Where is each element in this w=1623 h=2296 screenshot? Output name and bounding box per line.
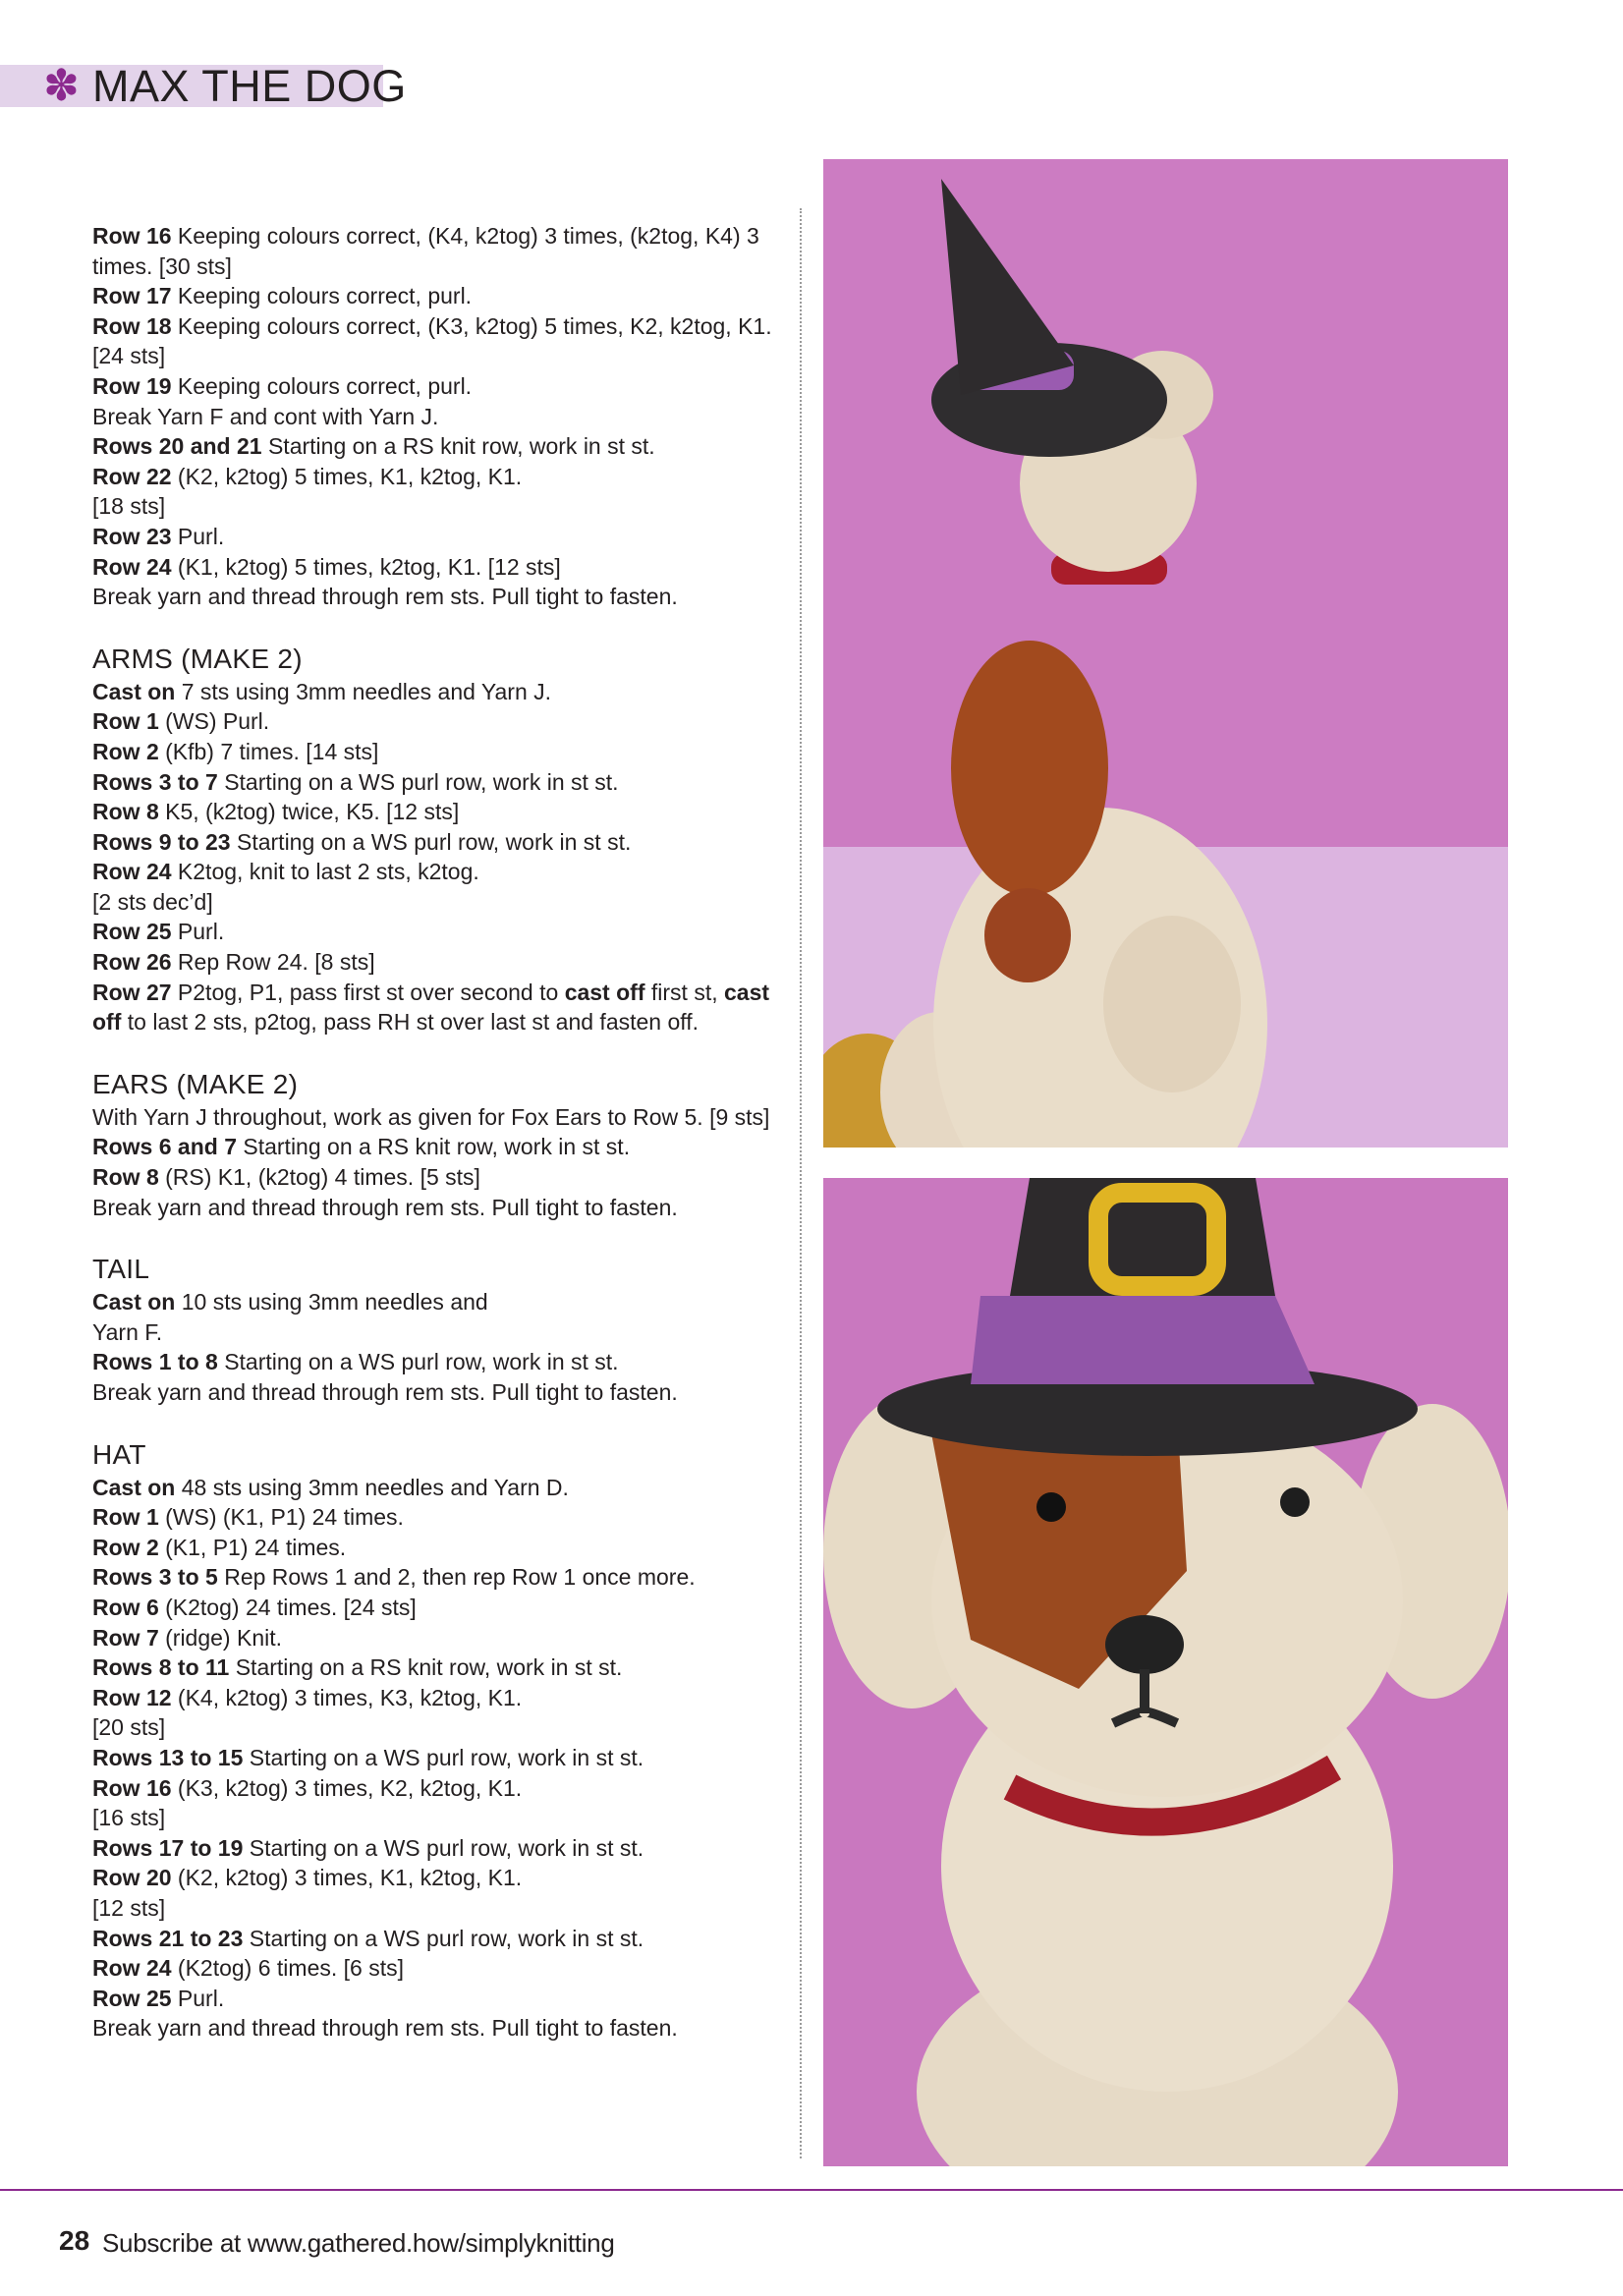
pattern-line bbox=[92, 1743, 780, 1773]
pattern-line bbox=[92, 1984, 780, 2014]
row-instruction: Purl. bbox=[171, 523, 225, 549]
row-label: Row 2 bbox=[92, 738, 159, 764]
row-instruction: Break yarn and thread through rem sts. Pull tight to fasten. bbox=[92, 2015, 678, 2042]
row-label: Row 24 bbox=[92, 859, 172, 885]
row-instruction: Rep Rows 1 and 2, then rep Row 1 once more. bbox=[217, 1564, 696, 1591]
row-instruction: (WS) (K1, P1) 24 times. bbox=[158, 1504, 404, 1531]
row-instruction: (K2, k2tog) 5 times, K1, k2tog, K1. bbox=[171, 463, 523, 489]
flower-icon: ✽ bbox=[43, 61, 80, 111]
pattern-line bbox=[92, 431, 780, 462]
pattern-line bbox=[92, 1593, 780, 1623]
pattern-line bbox=[92, 706, 780, 737]
column-divider bbox=[800, 208, 802, 2158]
pattern-line bbox=[92, 857, 780, 887]
row-instruction: (K2tog) 6 times. [6 sts] bbox=[171, 1955, 404, 1982]
row-instruction: (K1, k2tog) 5 times, k2tog, K1. [12 sts] bbox=[171, 553, 561, 580]
page-title: MAX THE DOG bbox=[92, 61, 407, 111]
pattern-line bbox=[92, 1132, 780, 1162]
pattern-line bbox=[92, 767, 780, 798]
pattern-line bbox=[92, 797, 780, 827]
arms-section bbox=[92, 677, 780, 978]
row-instruction: (ridge) Knit. bbox=[158, 1624, 282, 1651]
row-instruction: (K1, P1) 24 times. bbox=[158, 1534, 347, 1560]
pattern-line bbox=[92, 522, 780, 552]
row-instruction: (K2tog) 24 times. [24 sts] bbox=[158, 1594, 417, 1620]
row-label: Rows 9 to 23 bbox=[92, 828, 231, 855]
row-label: Row 1 bbox=[92, 1504, 159, 1531]
pattern-line bbox=[92, 1502, 780, 1533]
row-instruction: K5, (k2tog) twice, K5. [12 sts] bbox=[158, 799, 460, 825]
row-label: Rows 3 to 7 bbox=[92, 768, 218, 795]
row-label: Row 12 bbox=[92, 1684, 172, 1710]
row-label: Row 16 bbox=[92, 223, 172, 249]
pattern-line bbox=[92, 2013, 780, 2044]
row-instruction: Starting on a WS purl row, work in st st. bbox=[243, 1744, 644, 1770]
subscribe-link[interactable]: Subscribe at www.gathered.how/simplyknitting bbox=[102, 2228, 615, 2258]
pattern-line bbox=[92, 1773, 780, 1804]
row-instruction: Keeping colours correct, purl. bbox=[171, 283, 473, 309]
pattern-line bbox=[92, 1162, 780, 1193]
pattern-line bbox=[92, 1893, 780, 1924]
row-instruction: Keeping colours correct, purl. bbox=[171, 372, 473, 399]
pattern-line bbox=[92, 491, 780, 522]
row-instruction: Starting on a RS knit row, work in st st. bbox=[229, 1654, 623, 1681]
row-label: Row 16 bbox=[92, 1774, 172, 1801]
pattern-line bbox=[92, 947, 780, 978]
row-label: Row 1 bbox=[92, 708, 159, 735]
row-instruction: Break yarn and thread through rem sts. Pull tight to fasten. bbox=[92, 1379, 678, 1405]
pattern-line bbox=[92, 311, 780, 371]
row-label: Row 24 bbox=[92, 1955, 172, 1982]
row-instruction: (Kfb) 7 times. [14 sts] bbox=[158, 738, 379, 764]
row-instruction: Keeping colours correct, (K4, k2tog) 3 times, (k2tog, K4) 3 times. [30 sts] bbox=[92, 223, 759, 279]
pattern-line bbox=[92, 582, 780, 612]
row-instruction: 7 sts using 3mm needles and Yarn J. bbox=[175, 678, 552, 704]
ears-heading: EARS (MAKE 2) bbox=[92, 1068, 299, 1099]
pattern-line bbox=[92, 1102, 780, 1133]
row-instruction: Starting on a WS purl row, work in st st. bbox=[217, 768, 619, 795]
pattern-line bbox=[92, 827, 780, 858]
row-label: Row 22 bbox=[92, 463, 172, 489]
pattern-line bbox=[92, 1377, 780, 1408]
pattern-line bbox=[92, 1863, 780, 1893]
pattern-line bbox=[92, 1317, 780, 1348]
pattern-line bbox=[92, 221, 780, 281]
row-instruction: 48 sts using 3mm needles and Yarn D. bbox=[175, 1474, 569, 1500]
pattern-line bbox=[92, 887, 780, 918]
row-label: Row 6 bbox=[92, 1594, 159, 1620]
row-instruction: (WS) Purl. bbox=[158, 708, 270, 735]
row-instruction: Starting on a RS knit row, work in st st. bbox=[236, 1134, 631, 1160]
row-instruction: Rep Row 24. [8 sts] bbox=[171, 949, 375, 976]
arms-row-27: Row 27 P2tog, P1, pass first st over second to cast off first st, cast off to last 2 sts, p2tog, pass RH st over last st and fasten off. bbox=[92, 979, 770, 1036]
pattern-line bbox=[92, 402, 780, 432]
row-instruction: [18 sts] bbox=[92, 493, 166, 520]
row-label: Rows 17 to 19 bbox=[92, 1834, 244, 1861]
row-label: Cast on bbox=[92, 1289, 176, 1316]
pattern-line bbox=[92, 1347, 780, 1377]
row-label: Cast on bbox=[92, 1474, 176, 1500]
row-instruction: Starting on a WS purl row, work in st st. bbox=[243, 1925, 644, 1951]
pattern-line bbox=[92, 1683, 780, 1713]
row-instruction: Break Yarn F and cont with Yarn J. bbox=[92, 403, 439, 429]
row-instruction: [16 sts] bbox=[92, 1805, 166, 1831]
row-instruction: [20 sts] bbox=[92, 1714, 166, 1741]
row-instruction: [2 sts dec’d] bbox=[92, 888, 213, 915]
row-label: Row 20 bbox=[92, 1865, 172, 1891]
footer-rule bbox=[0, 2189, 1623, 2191]
pattern-line bbox=[92, 462, 780, 492]
ears-section bbox=[92, 1102, 780, 1222]
pattern-line bbox=[92, 1533, 780, 1563]
pattern-line bbox=[92, 1712, 780, 1743]
row-label: Row 23 bbox=[92, 523, 172, 549]
pattern-line bbox=[92, 1473, 780, 1503]
pattern-line bbox=[92, 1287, 780, 1317]
row-instruction: Break yarn and thread through rem sts. Pull tight to fasten. bbox=[92, 584, 678, 610]
row-instruction: Keeping colours correct, (K3, k2tog) 5 times, K2, k2tog, K1. [24 sts] bbox=[92, 312, 772, 369]
pattern-line bbox=[92, 1652, 780, 1683]
row-instruction: (K3, k2tog) 3 times, K2, k2tog, K1. bbox=[171, 1774, 523, 1801]
row-label: Rows 8 to 11 bbox=[92, 1654, 230, 1681]
page-number: 28 bbox=[59, 2225, 90, 2256]
pattern-line bbox=[92, 1833, 780, 1864]
head-continued-section bbox=[92, 221, 780, 612]
tail-heading: TAIL bbox=[92, 1254, 150, 1285]
row-label: Rows 1 to 8 bbox=[92, 1349, 218, 1375]
arms-heading: ARMS (MAKE 2) bbox=[92, 643, 303, 674]
row-label: Row 7 bbox=[92, 1624, 159, 1651]
row-instruction: With Yarn J throughout, work as given for Fox Ears to Row 5. [9 sts] bbox=[92, 1103, 770, 1130]
row-instruction: K2tog, knit to last 2 sts, k2tog. bbox=[171, 859, 479, 885]
row-instruction: Starting on a WS purl row, work in st st. bbox=[243, 1834, 644, 1861]
pattern-line bbox=[92, 917, 780, 947]
pattern-column bbox=[92, 221, 780, 2044]
hat-section bbox=[92, 1473, 780, 2044]
pattern-line bbox=[92, 371, 780, 402]
pattern-line bbox=[92, 281, 780, 311]
row-instruction: (RS) K1, (k2tog) 4 times. [5 sts] bbox=[158, 1164, 480, 1191]
row-instruction: 10 sts using 3mm needles and bbox=[175, 1289, 488, 1316]
row-instruction: Starting on a WS purl row, work in st st. bbox=[217, 1349, 619, 1375]
row-label: Row 18 bbox=[92, 312, 172, 339]
row-label: Row 19 bbox=[92, 372, 172, 399]
row-label: Row 8 bbox=[92, 1164, 159, 1191]
row-label: Rows 21 to 23 bbox=[92, 1925, 244, 1951]
row-label: Rows 20 and 21 bbox=[92, 433, 262, 460]
dog-back-photo bbox=[823, 159, 1508, 1148]
row-instruction: Purl. bbox=[171, 1985, 225, 2011]
row-instruction: (K2, k2tog) 3 times, K1, k2tog, K1. bbox=[171, 1865, 523, 1891]
row-instruction: Purl. bbox=[171, 919, 225, 945]
row-label: Row 17 bbox=[92, 283, 172, 309]
row-label: Row 25 bbox=[92, 919, 172, 945]
row-label: Row 2 bbox=[92, 1534, 159, 1560]
row-instruction: Starting on a WS purl row, work in st st. bbox=[230, 828, 632, 855]
row-label: Row 24 bbox=[92, 553, 172, 580]
row-instruction: Break yarn and thread through rem sts. Pull tight to fasten. bbox=[92, 1194, 678, 1220]
row-label: Row 26 bbox=[92, 949, 172, 976]
pattern-line bbox=[92, 677, 780, 707]
pattern-line bbox=[92, 1803, 780, 1833]
pattern-line bbox=[92, 1953, 780, 1984]
row-instruction: [12 sts] bbox=[92, 1894, 166, 1921]
pattern-line bbox=[92, 1623, 780, 1653]
hat-heading: HAT bbox=[92, 1438, 146, 1470]
dog-front-photo bbox=[823, 1178, 1508, 2166]
pattern-line bbox=[92, 1924, 780, 1954]
pattern-line bbox=[92, 1562, 780, 1593]
row-label: Row 8 bbox=[92, 799, 159, 825]
pattern-line bbox=[92, 1193, 780, 1223]
pattern-line bbox=[92, 737, 780, 767]
row-instruction: (K4, k2tog) 3 times, K3, k2tog, K1. bbox=[171, 1684, 523, 1710]
pattern-line bbox=[92, 552, 780, 583]
row-instruction: Yarn F. bbox=[92, 1318, 163, 1345]
row-label: Cast on bbox=[92, 678, 176, 704]
tail-section bbox=[92, 1287, 780, 1407]
row-label: Rows 3 to 5 bbox=[92, 1564, 218, 1591]
row-label: Row 25 bbox=[92, 1985, 172, 2011]
row-label: Rows 13 to 15 bbox=[92, 1744, 244, 1770]
row-label: Rows 6 and 7 bbox=[92, 1134, 237, 1160]
row-instruction: Starting on a RS knit row, work in st st. bbox=[261, 433, 655, 460]
